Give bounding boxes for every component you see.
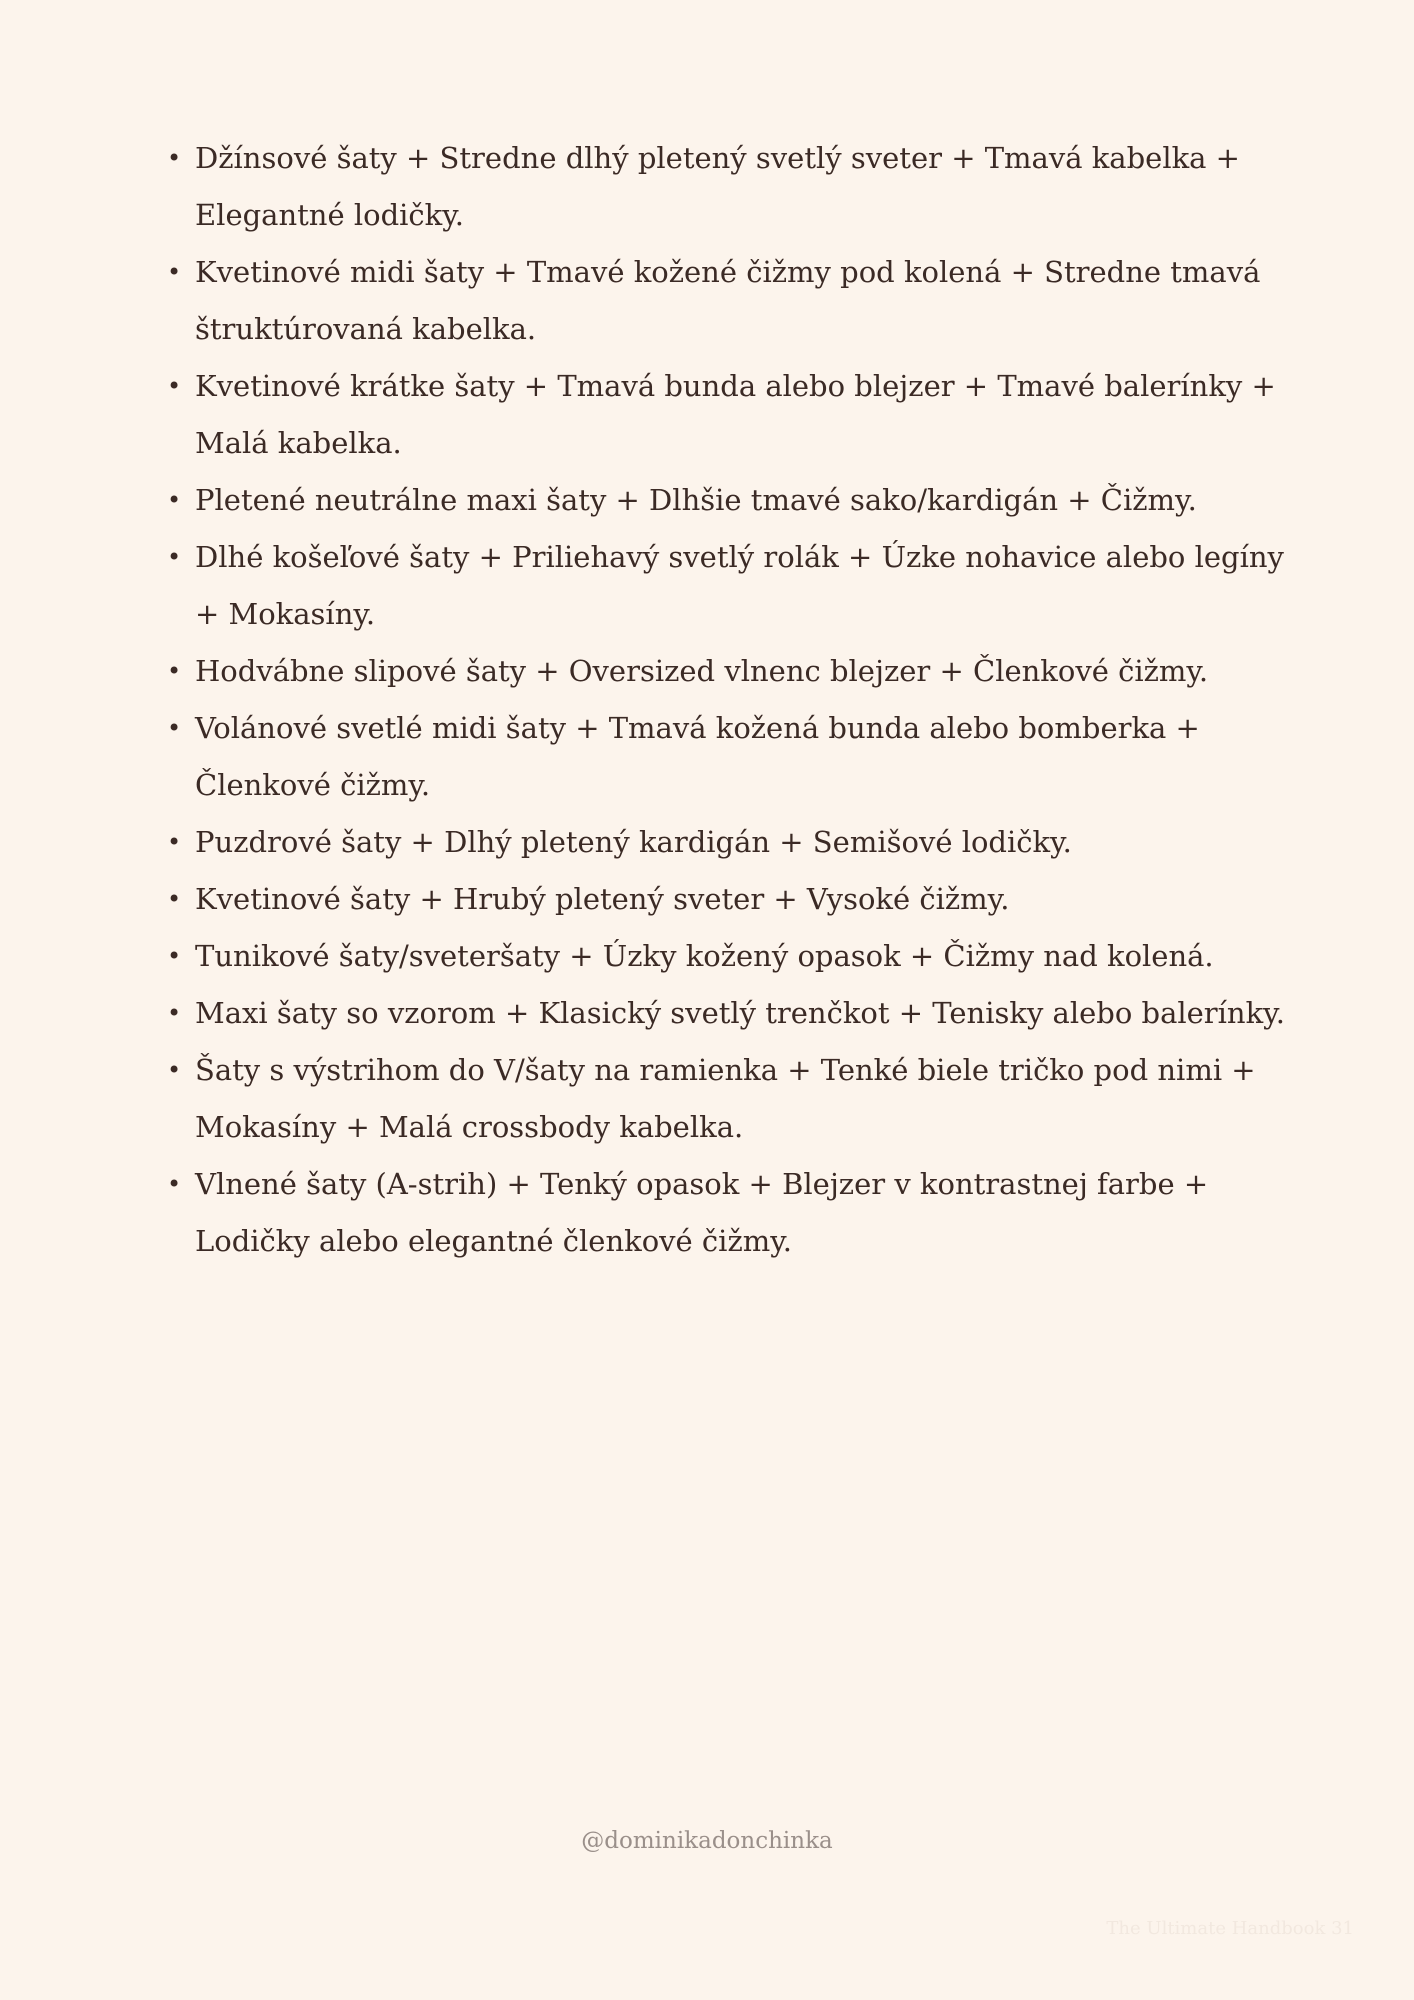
page-footer-mark: The Ultimate Handbook 31 (1106, 1918, 1354, 1939)
list-item (167, 928, 1295, 985)
list-item (167, 700, 1295, 814)
list-item-text: Tunikové šaty/sveteršaty + Úzky kožený opasok + Čižmy nad kolená. (195, 939, 1214, 973)
bullet-icon: • (167, 1056, 182, 1084)
outfit-list (0, 130, 1295, 1270)
bullet-icon: • (167, 942, 182, 970)
list-item-text: Volánové svetlé midi šaty + Tmavá kožená bunda alebo bomberka + Členkové čižmy. (195, 711, 1200, 802)
list-item (167, 643, 1295, 700)
list-item-text: Dlhé košeľové šaty + Priliehavý svetlý rolák + Úzke nohavice alebo legíny + Mokasíny. (195, 540, 1284, 631)
bullet-icon: • (167, 372, 182, 400)
bullet-icon: • (167, 144, 182, 172)
list-item-text: Vlnené šaty (A-strih) + Tenký opasok + Blejzer v kontrastnej farbe + Lodičky alebo elegantné členkové čižmy. (195, 1167, 1209, 1258)
bullet-icon: • (167, 258, 182, 286)
list-item-text: Maxi šaty so vzorom + Klasický svetlý trenčkot + Tenisky alebo balerínky. (195, 996, 1285, 1030)
bullet-icon: • (167, 999, 182, 1027)
list-item (167, 1156, 1295, 1270)
author-handle: @dominikadonchinka (581, 1828, 833, 1854)
bullet-icon: • (167, 885, 182, 913)
list-item-text: Hodvábne slipové šaty + Oversized vlnenc blejzer + Členkové čižmy. (195, 654, 1209, 688)
list-item (167, 358, 1295, 472)
list-item (167, 814, 1295, 871)
bullet-icon: • (167, 543, 182, 571)
list-item-text: Pletené neutrálne maxi šaty + Dlhšie tmavé sako/kardigán + Čižmy. (195, 483, 1197, 517)
bullet-icon: • (167, 714, 182, 742)
list-item (167, 244, 1295, 358)
list-item-text: Puzdrové šaty + Dlhý pletený kardigán + Semišové lodičky. (195, 825, 1072, 859)
list-item (167, 871, 1295, 928)
list-item-text: Kvetinové krátke šaty + Tmavá bunda alebo blejzer + Tmavé balerínky + Malá kabelka. (195, 369, 1276, 460)
list-item (167, 985, 1295, 1042)
bullet-icon: • (167, 657, 182, 685)
bullet-icon: • (167, 1170, 182, 1198)
list-item (167, 130, 1295, 244)
list-item-text: Šaty s výstrihom do V/šaty na ramienka + Tenké biele tričko pod nimi + Mokasíny + Malá crossbody kabelka. (195, 1053, 1256, 1144)
list-item (167, 1042, 1295, 1156)
list-item-text: Džínsové šaty + Stredne dlhý pletený svetlý sveter + Tmavá kabelka + Elegantné lodičky. (195, 141, 1240, 232)
list-item (167, 472, 1295, 529)
list-item-text: Kvetinové midi šaty + Tmavé kožené čižmy pod kolená + Stredne tmavá štruktúrovaná kabelka. (195, 255, 1261, 346)
list-item (167, 529, 1295, 643)
list-item-text: Kvetinové šaty + Hrubý pletený sveter + Vysoké čižmy. (195, 882, 1010, 916)
outfit-list-section (0, 130, 1414, 1270)
bullet-icon: • (167, 828, 182, 856)
bullet-icon: • (167, 486, 182, 514)
